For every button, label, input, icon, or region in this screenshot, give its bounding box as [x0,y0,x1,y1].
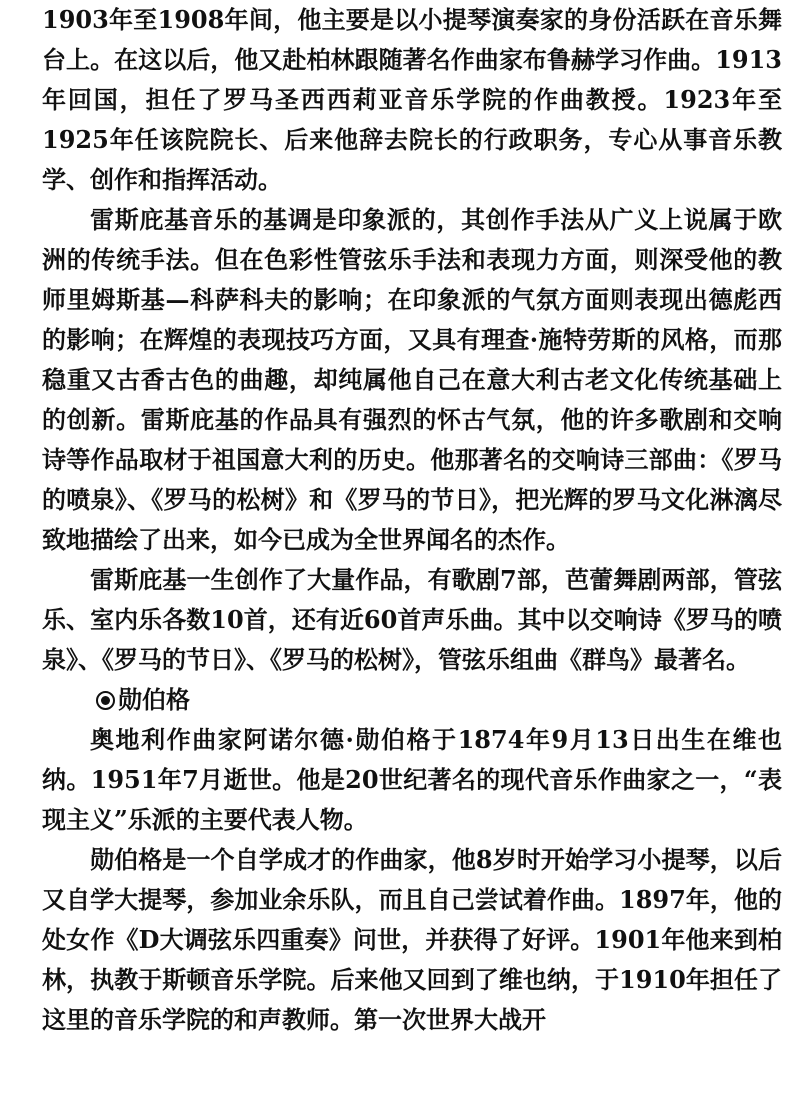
paragraph-respighi-works: 雷斯庇基一生创作了大量作品，有歌剧7部，芭蕾舞剧两部，管弦乐、室内乐各数10首，还有近60首声乐曲。其中以交响诗《罗马的喷泉》、《罗马的节日》、《罗马的松树》，管弦乐组曲《群鸟》最著名。 [42,565,782,674]
paragraph-schoenberg-intro: 奥地利作曲家阿诺尔德·勋伯格于1874年9月13日出生在维也纳。1951年7月逝世。他是20世纪著名的现代音乐作曲家之一，“表现主义”乐派的主要代表人物。 [42,725,782,834]
book-page [42,0,782,1040]
paragraph-respighi-style: 雷斯庇基音乐的基调是印象派的，其创作手法从广义上说属于欧洲的传统手法。但在色彩性管弦乐手法和表现力方面，则深受他的教师里姆斯基—科萨科夫的影响；在印象派的气氛方面则表现出德彪西的影响；在辉煌的表现技巧方面，又具有理查·施特劳斯的风格，而那稳重又古香古色的曲趣，却纯属他自己在意大利古老文化传统基础上的创新。雷斯庇基的作品具有强烈的怀古气氛，他的许多歌剧和交响诗等作品取材于祖国意大利的历史。他那著名的交响诗三部曲：《罗马的喷泉》、《罗马的松树》和《罗马的节日》，把光辉的罗马文化淋漓尽致地描绘了出来，如今已成为全世界闻名的杰作。 [42,205,782,554]
section-heading-text: 勋伯格 [118,685,190,714]
fisheye-bullet-icon [96,691,115,710]
paragraph-respighi-career: 1903年至1908年间，他主要是以小提琴演奏家的身份活跃在音乐舞台上。在这以后，他又赴柏林跟随著名作曲家布鲁赫学习作曲。1913年回国，担任了罗马圣西西莉亚音乐学院的作曲教授。1923年至1925年任该院院长、后来他辞去院长的行政职务，专心从事音乐教学、创作和指挥活动。 [42,5,782,194]
section-heading [42,680,782,720]
paragraph-schoenberg-career: 勋伯格是一个自学成才的作曲家，他8岁时开始学习小提琴，以后又自学大提琴，参加业余乐队，而且自己尝试着作曲。1897年，他的处女作《D大调弦乐四重奏》问世，并获得了好评。1901年他来到柏林，执教于斯顿音乐学院。后来他又回到了维也纳，于1910年担任了这里的音乐学院的和声教师。第一次世界大战开 [42,845,782,1034]
